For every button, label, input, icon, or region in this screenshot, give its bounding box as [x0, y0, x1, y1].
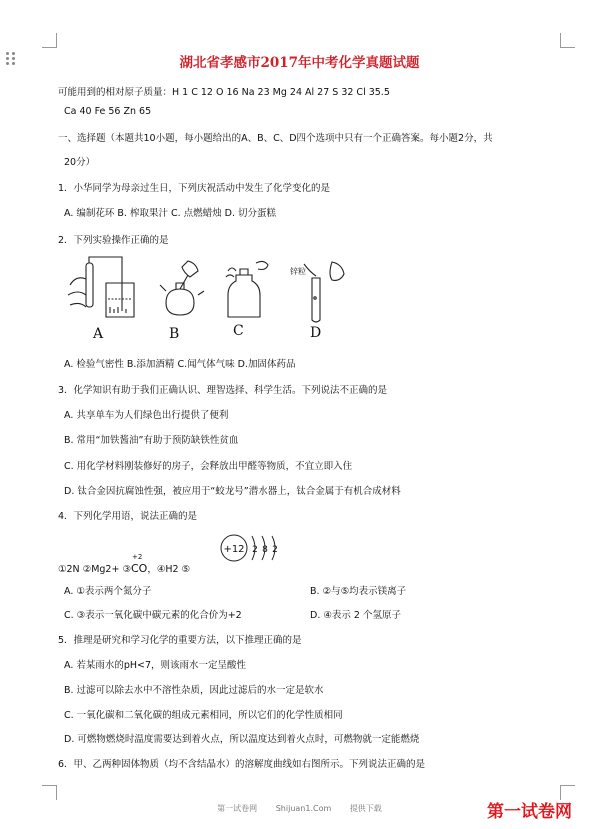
question-5-stem: 5．推理是研究和学习化学的重要方法，以下推理正确的是: [58, 635, 302, 646]
question-4-option-b: B. ②与⑤均表示镁离子: [310, 586, 407, 597]
crop-mark-bottom-left: [42, 785, 57, 800]
question-3-stem: 3．化学知识有助于我们正确认识、理智选择、科学生活。下列说法不正确的是: [58, 385, 388, 396]
section-heading: 一、选择题（本题共10小题，每小题给出的A、B、C、D四个选项中只有一个正确答案。每小题2分，共: [58, 133, 493, 144]
figure-d-label: D: [310, 325, 322, 341]
figure-d-adding-solid: [296, 258, 356, 328]
atom-shell-2: 8: [262, 545, 268, 555]
question-4-option-d: D. ④表示 2 个氢原子: [310, 610, 401, 621]
atomic-masses-line1: 可能用到的相对原子质量：H 1 C 12 O 16 Na 23 Mg 24 Al 27 S 32 Cl 35.5: [58, 87, 390, 98]
atom-nucleus-charge: +12: [223, 544, 245, 555]
question-3-option-c: C. 用化学材料刚装修好的房子，会释放出甲醛等物质，不宜立即入住: [64, 461, 353, 472]
question-4-symbols: [58, 553, 191, 575]
figure-b-alcohol-lamp: [158, 255, 208, 325]
figure-d-tag: 锌粒: [290, 267, 306, 276]
question-4-option-c: C. ③表示一氧化碳中碳元素的化合价为+2: [64, 610, 242, 621]
atom-shell-3: 2: [272, 545, 278, 555]
question-5-option-d: D. 可燃物燃烧时温度需要达到着火点，所以温度达到着火点时，可燃物就一定能燃烧: [64, 734, 420, 745]
question-4-option-a: A. ①表示两个氮分子: [64, 586, 152, 597]
question-3-option-d: D. 钛合金因抗腐蚀性强，被应用于“蛟龙号”潜水器上，钛合金属于有机合成材料: [64, 486, 401, 497]
figure-c-label: C: [233, 323, 244, 339]
question-1-stem: 1．小华同学为母亲过生日，下列庆祝活动中发生了化学变化的是: [58, 183, 331, 194]
co-formula: CO: [130, 562, 148, 575]
question-2-options: A. 检验气密性 B.添加酒精 C.闻气体气味 D.加固体药品: [64, 359, 296, 370]
question-5-option-c: C. 一氧化碳和二氧化碳的组成元素相同，所以它们的化学性质相同: [64, 710, 343, 721]
figure-b-label: B: [169, 326, 180, 342]
symbols-suffix: ，④H2 ⑤: [147, 564, 191, 575]
question-3-option-b: B. 常用“加铁酱油”有助于预防缺铁性贫血: [64, 435, 239, 446]
atom-shell-1: 2: [252, 545, 258, 555]
question-2-stem: 2．下列实验操作正确的是: [58, 235, 169, 246]
figure-a-label: A: [93, 326, 104, 342]
section-heading-cont: 20分）: [64, 157, 96, 168]
page-title: 湖北省孝感市2017年中考化学真题试题: [179, 55, 420, 71]
figure-a-airtightness: [64, 255, 144, 325]
atomic-masses-line2: Ca 40 Fe 56 Zn 65: [64, 106, 152, 117]
question-6-stem: 6．甲、乙两种固体物质（均不含结晶水）的溶解度曲线如右图所示。下列说法正确的是: [58, 759, 426, 770]
carbon-valence: +2: [131, 553, 143, 561]
question-5-option-a: A. 若某雨水的pH<7，则该雨水一定呈酸性: [64, 660, 247, 671]
footer-site-url[interactable]: Shijuan1.Com: [275, 804, 332, 813]
figure-magnesium-atom-structure: [218, 530, 288, 570]
question-5-option-b: B. 过滤可以除去水中不溶性杂质，因此过滤后的水一定是软水: [64, 685, 324, 696]
symbols-prefix: ①2N ②Mg2+ ③: [58, 564, 131, 575]
footer-site-name: 第一试卷网: [217, 804, 258, 813]
question-3-option-a: A. 共享单车为人们绿色出行提供了便利: [64, 410, 229, 421]
crop-mark-top-right: [560, 33, 575, 48]
figure-c-smelling-gas: [222, 255, 272, 325]
crop-mark-top-left: [42, 33, 57, 48]
footer-download-note: 提供下载: [349, 804, 382, 813]
question-4-stem: 4．下列化学用语，说法正确的是: [58, 511, 198, 522]
co-with-valence: [130, 553, 148, 575]
question-1-options: A. 编制花环 B. 榨取果汁 C. 点燃蜡烛 D. 切分蛋糕: [64, 208, 277, 219]
brand-watermark: 第一试卷网: [487, 802, 572, 822]
